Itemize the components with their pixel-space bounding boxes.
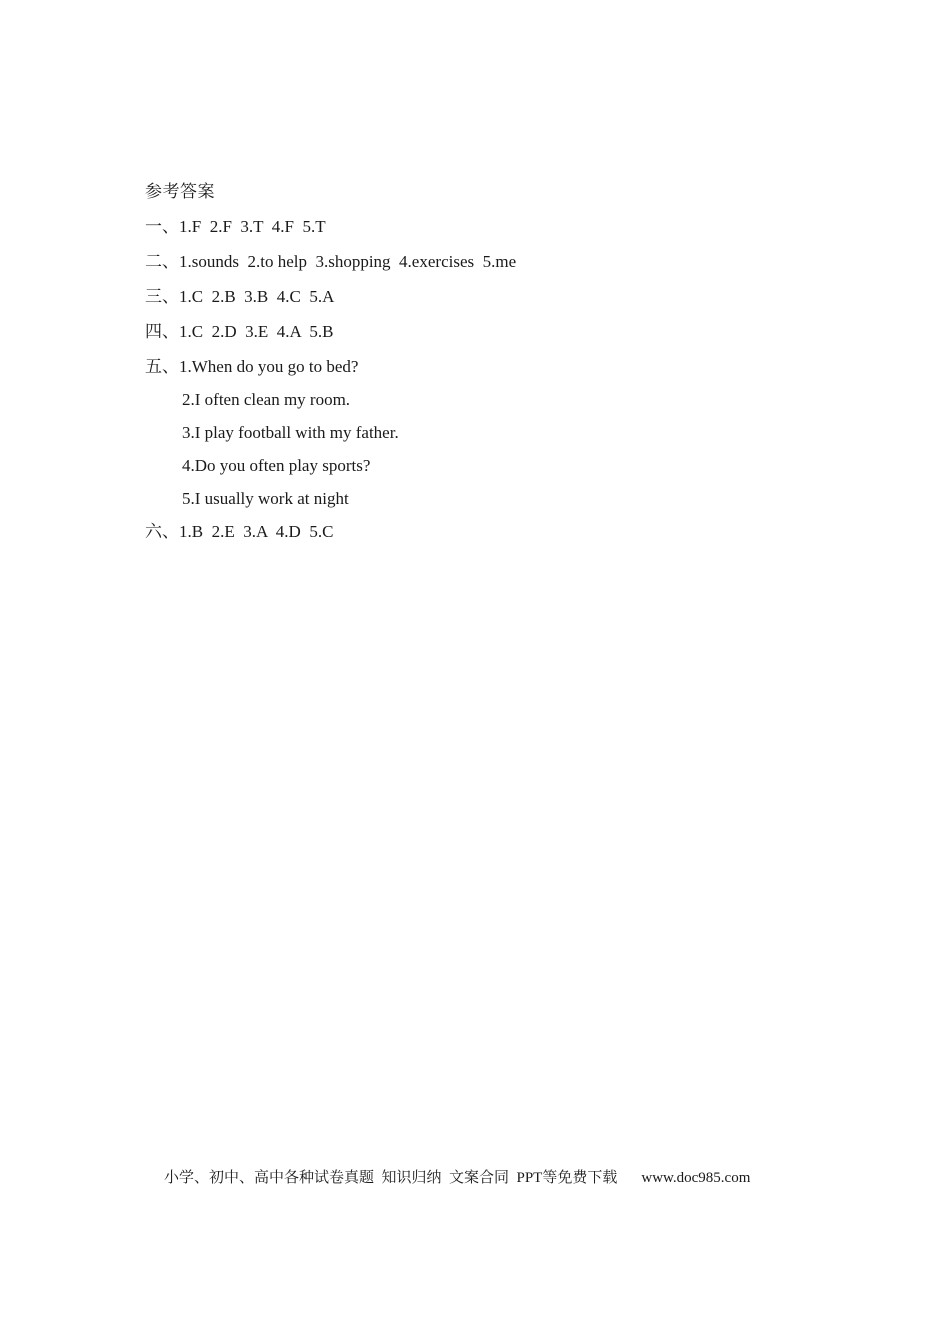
section-3-label: 三、 [145,287,179,306]
answer-key [145,180,845,544]
footer-text: 小学、初中、高中各种试卷真题 知识归纳 文案合同 PPT等免费下载 [164,1170,618,1186]
section-3 [145,285,845,309]
section-6-label: 六、 [145,522,179,541]
section-2 [145,250,845,274]
section-4-label: 四、 [145,322,179,341]
section-4-answers: 1.C 2.D 3.E 4.A 5.B [179,322,334,341]
section-1-answers: 1.F 2.F 3.T 4.F 5.T [179,217,326,236]
section-1 [145,215,845,239]
section-5-label: 五、 [145,357,179,376]
answer-key-title: 参考答案 [145,182,215,201]
section-6-answers: 1.B 2.E 3.A 4.D 5.C [179,522,334,541]
section-5-answer-3: 3.I play football with my father. [182,423,399,442]
section-5-answer-1: 1.When do you go to bed? [179,357,359,376]
footer-url[interactable]: www.doc985.com [641,1170,751,1186]
section-4 [145,320,845,344]
section-6 [145,520,845,544]
section-1-label: 一、 [145,217,179,236]
section-5 [145,355,845,379]
section-5-answer-5: 5.I usually work at night [182,489,349,508]
section-5-answer-2: 2.I often clean my room. [182,390,351,409]
section-2-answers: 1.sounds 2.to help 3.shopping 4.exercises 5.me [179,252,517,271]
section-2-label: 二、 [145,252,179,271]
section-5-answer-4: 4.Do you often play sports? [182,456,371,475]
section-3-answers: 1.C 2.B 3.B 4.C 5.A [179,287,335,306]
page-footer [164,1167,804,1189]
